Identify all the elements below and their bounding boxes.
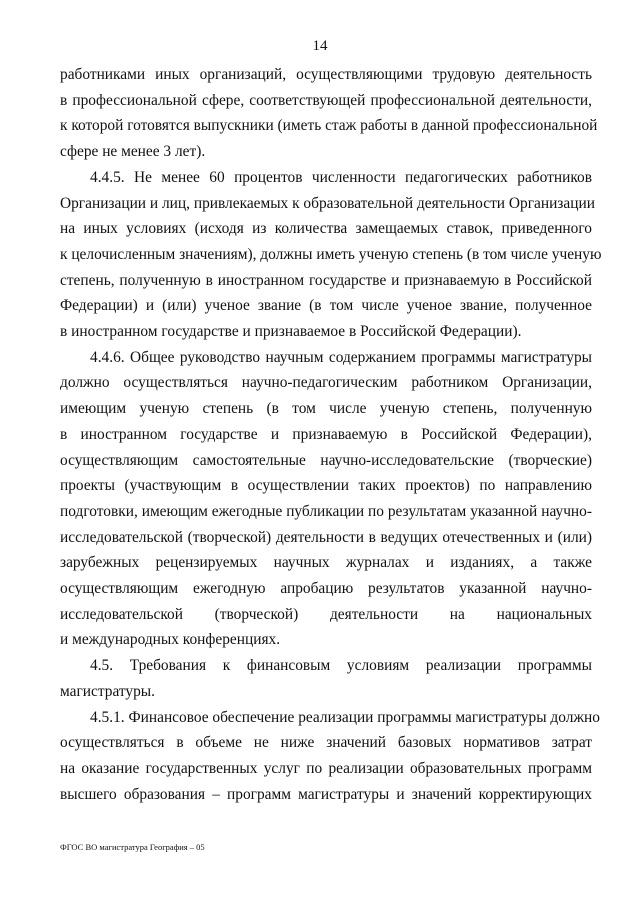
text-line: 4.5. Требования к финансовым условиям реализации программы [90, 657, 592, 675]
text-line: и международных конференциях. [60, 631, 281, 649]
text-line: подготовки, имеющим ежегодные публикации по результатам указанной научно- [60, 502, 592, 520]
text-line: осуществляющим ежегодную апробацию результатов указанной научно- [60, 580, 592, 597]
text-line: в иностранном государстве и признаваемую в Российской Федерации), [60, 425, 592, 443]
text-line: 4.4.6. Общее руководство научным содержанием программы магистратуры [90, 348, 592, 366]
text-line: Организации и лиц, привлекаемых к образовательной деятельности Организации [60, 194, 595, 212]
text-line: высшего образования – программ магистратуры и значений корректирующих [60, 785, 592, 803]
text-line: осуществляться в объеме не ниже значений базовых нормативов затрат [60, 734, 592, 752]
text-line: должно осуществляться научно-педагогическим работником Организации, [60, 374, 592, 392]
text-line: магистратуры. [60, 682, 155, 700]
footer-note: ФГОС ВО магистратура География – 05 [60, 842, 205, 852]
text-line: исследовательской (творческой) деятельности в ведущих отечественных и (или) [60, 528, 592, 546]
text-line: осуществляющим самостоятельные научно-исследовательские (творческие) [60, 451, 592, 469]
text-line: к целочисленным значениям), должны иметь ученую степень (в том числе ученую [60, 245, 602, 263]
text-line: сфере не менее 3 лет). [60, 143, 206, 161]
text-line: в иностранном государстве и признаваемое в Российской Федерации). [60, 323, 522, 340]
text-line: зарубежных рецензируемых научных журналах и изданиях, а также [60, 554, 592, 572]
text-line: исследовательской (творческой) деятельности на национальных [60, 605, 592, 623]
text-line: на иных условиях (исходя из количества замещаемых ставок, приведенного [60, 220, 592, 238]
text-line: на оказание государственных услуг по реализации образовательных программ [60, 759, 592, 777]
text-line: работниками иных организаций, осуществляющими трудовую деятельность [60, 66, 592, 83]
text-line: 4.5.1. Финансовое обеспечение реализации программы магистратуры должно [90, 708, 600, 726]
text-line: проекты (участвующим в осуществлении таких проектов) по направлению [60, 477, 592, 495]
text-line: Федерации) и (или) ученое звание (в том числе ученое звание, полученное [60, 297, 592, 315]
page-number: 14 [312, 38, 328, 54]
text-line: в профессиональной сфере, соответствующей профессиональной деятельности, [60, 91, 592, 109]
text-line: 4.4.5. Не менее 60 процентов численности педагогических работников [90, 168, 592, 186]
text-line: степень, полученную в иностранном государстве и признаваемую в Российской [60, 271, 592, 289]
text-line: к которой готовятся выпускники (иметь стаж работы в данной профессиональной [60, 117, 598, 135]
text-line: имеющим ученую степень (в том числе ученую степень, полученную [60, 400, 592, 418]
